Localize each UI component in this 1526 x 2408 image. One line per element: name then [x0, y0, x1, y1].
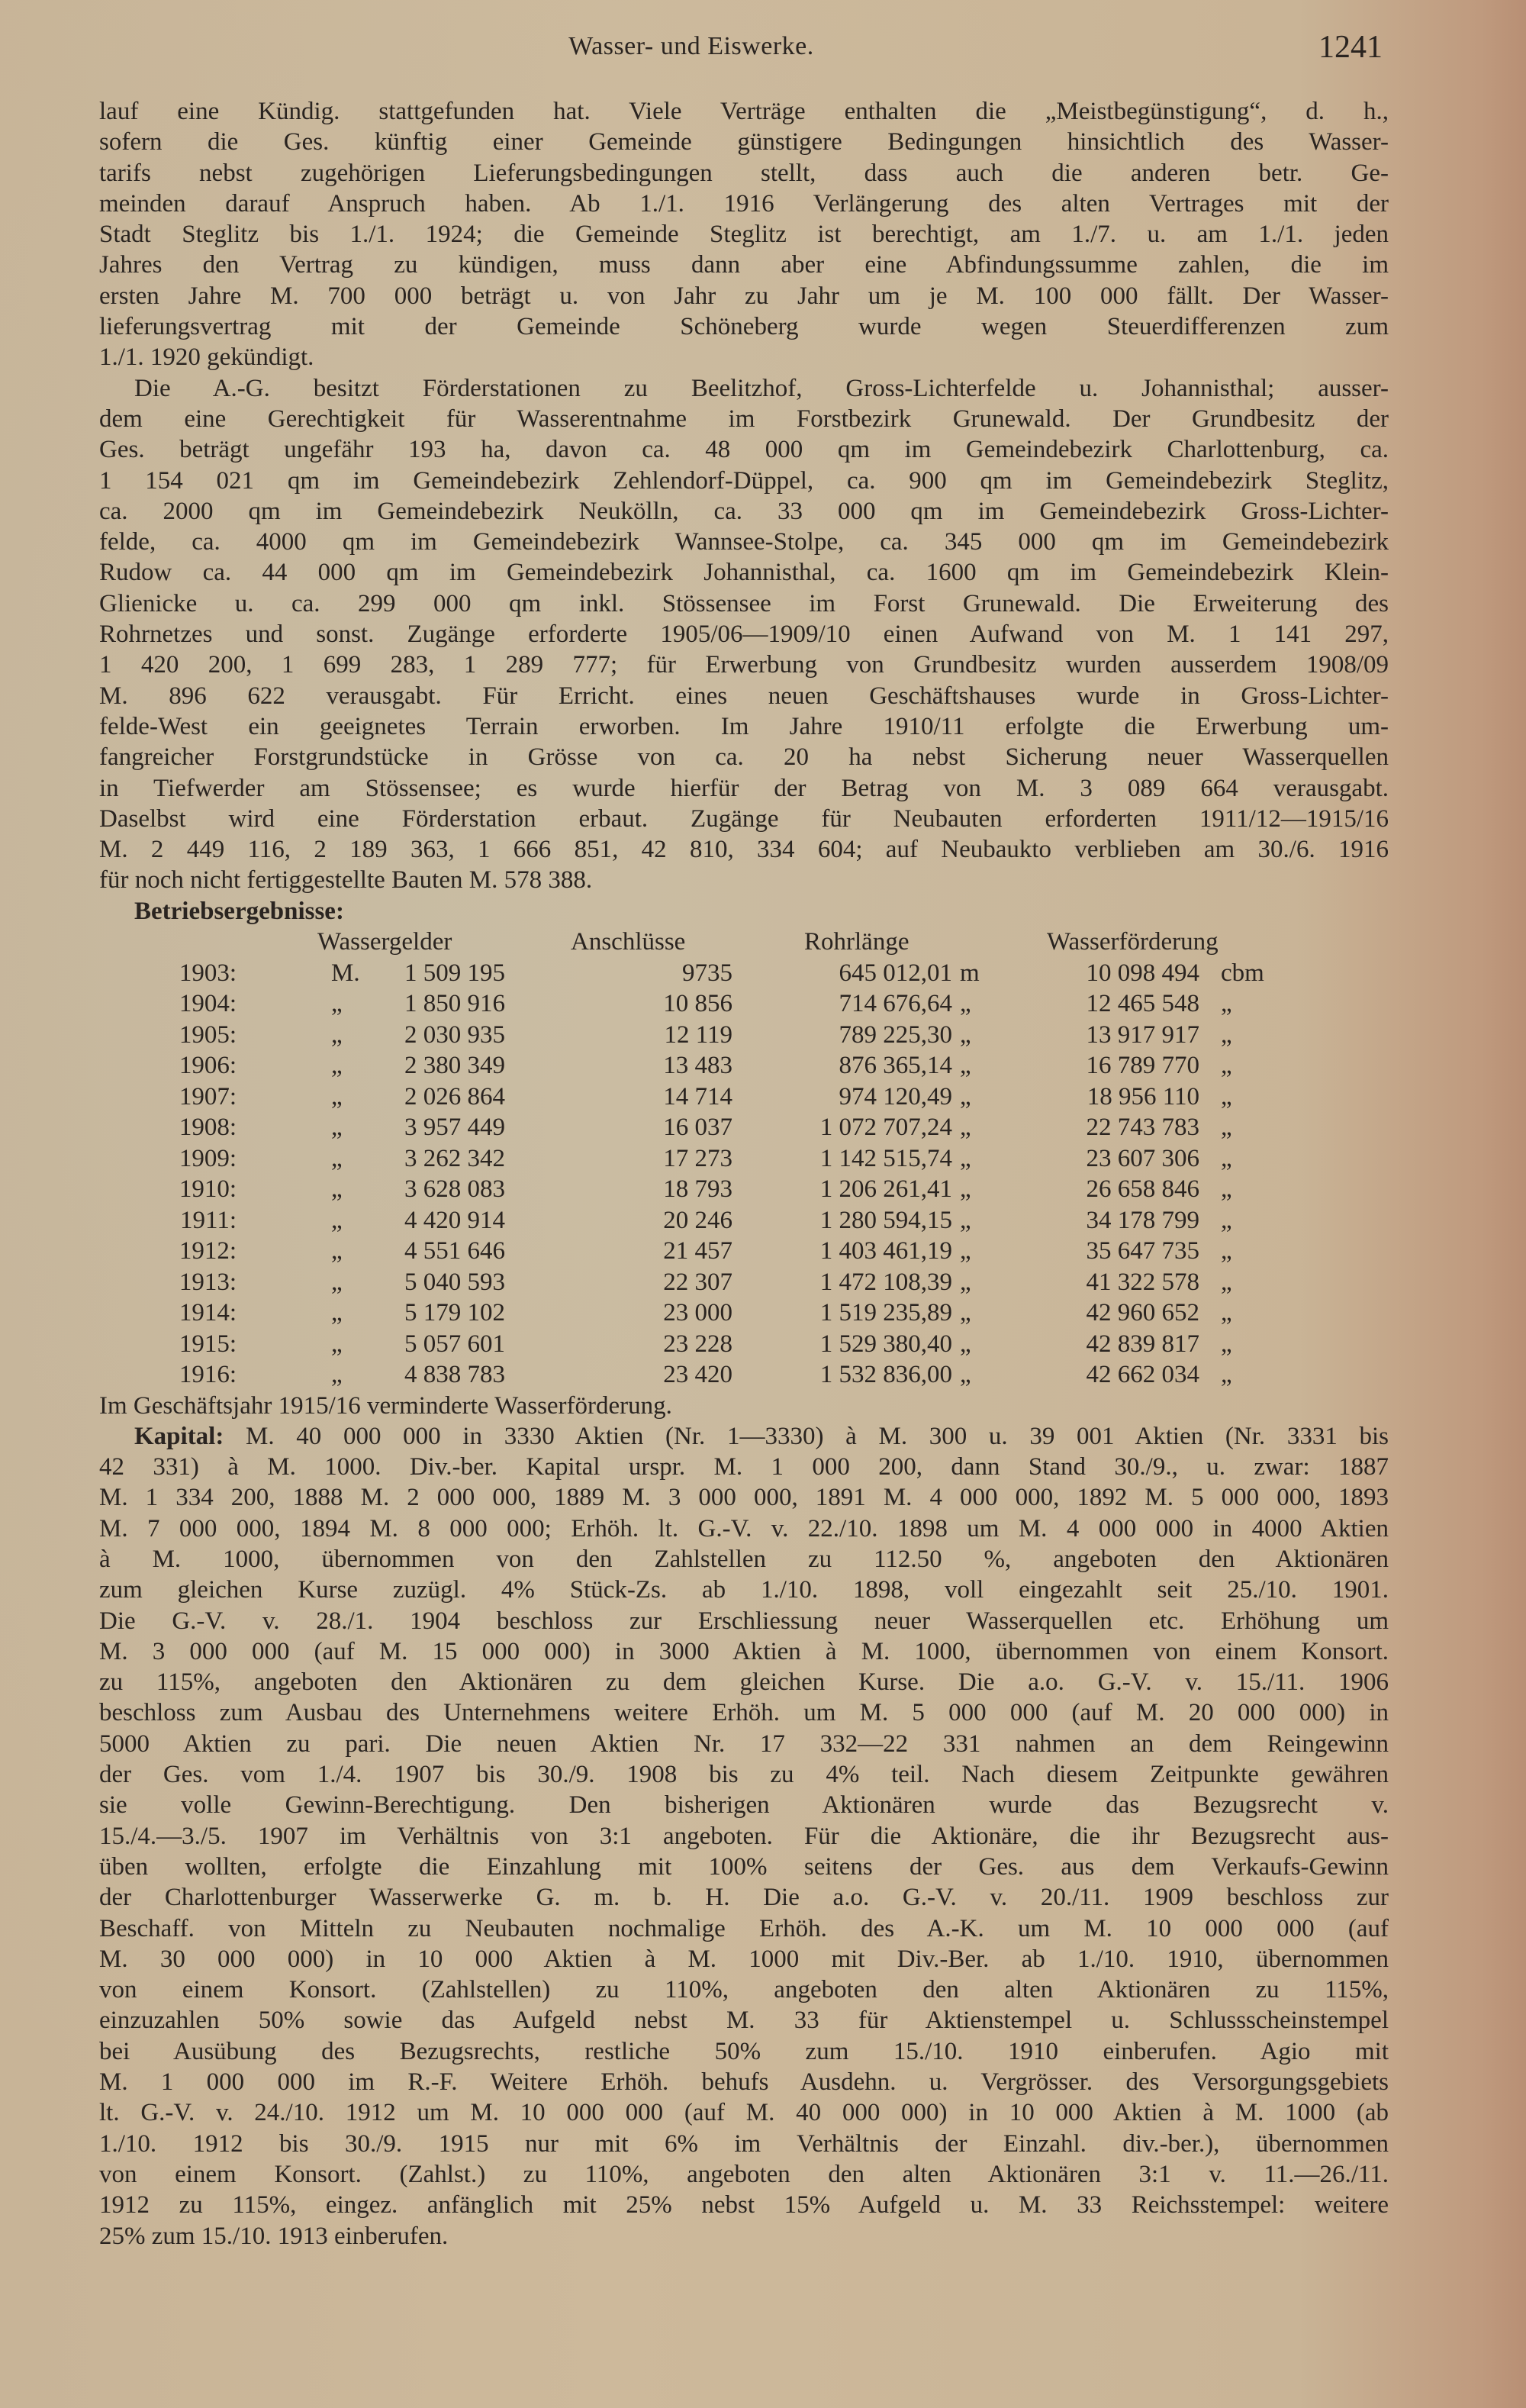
wasserfoerderung-cell: 42 662 034 — [1086, 1361, 1199, 1389]
text-line: der Charlottenburger Wasserwerke G. m. b. H. Die a.o. G.-V. v. 20./11. 1909 beschloss zur — [99, 1884, 1389, 1912]
currency-cell: „ — [331, 1020, 343, 1049]
paragraph-kapital — [99, 1452, 1389, 2252]
wassergelder-cell: 4 838 783 — [404, 1361, 505, 1389]
page-number: 1241 — [1318, 30, 1383, 65]
wasserfoerderung-cell: 26 658 846 — [1086, 1175, 1199, 1204]
text-line: Stadt Steglitz bis 1./1. 1924; die Gemeinde Steglitz ist berechtigt, am 1./7. u. am 1./1. jeden — [99, 221, 1389, 249]
unit-cell: „ — [1221, 1237, 1232, 1265]
currency-cell: „ — [331, 1330, 343, 1358]
anschluesse-cell: 9735 — [682, 959, 732, 987]
text-column — [99, 96, 1389, 2252]
year-cell: 1915: — [179, 1330, 237, 1358]
results-heading: Betriebsergebnisse: — [134, 897, 344, 925]
rohrlaenge-cell: 876 365,14 — [839, 1052, 952, 1080]
text-line: lt. G.-V. v. 24./10. 1912 um M. 10 000 000 (auf M. 40 000 000) in 10 000 Aktien à M. 1000 (ab — [99, 2099, 1389, 2127]
text-line: zu 115%, angeboten den Aktionären zu dem gleichen Kurse. Die a.o. G.-V. v. 15./11. 1906 — [99, 1668, 1389, 1697]
text-line: Jahres den Vertrag zu kündigen, muss dann aber eine Abfindungssumme zahlen, die im — [99, 251, 1389, 279]
anschluesse-cell: 13 483 — [663, 1052, 732, 1080]
text-line: felde, ca. 4000 qm im Gemeindebezirk Wannsee-Stolpe, ca. 345 000 qm im Gemeindebezirk — [99, 528, 1389, 556]
text-line: M. 2 449 116, 2 189 363, 1 666 851, 42 810, 334 604; auf Neubaukto verblieben am 30./6. 1916 — [99, 836, 1389, 864]
results-table-body — [99, 958, 1389, 1391]
year-cell: 1913: — [179, 1268, 237, 1296]
anschluesse-cell: 18 793 — [663, 1175, 732, 1204]
unit-cell: „ — [960, 1144, 971, 1172]
text-line: felde-West ein geeignetes Terrain erworben. Im Jahre 1910/11 erfolgte die Erwerbung um- — [99, 712, 1389, 740]
wasserfoerderung-cell: 12 465 548 — [1086, 990, 1199, 1018]
text-line: tarifs nebst zugehörigen Lieferungsbedingungen stellt, dass auch die anderen betr. Ge- — [99, 159, 1389, 187]
text-line: ersten Jahre M. 700 000 beträgt u. von Jahr zu Jahr um je M. 100 000 fällt. Der Wasser- — [99, 282, 1389, 310]
kapital-first-text: M. 40 000 000 in 3330 Aktien (Nr. 1—3330) à M. 300 u. 39 001 Aktien (Nr. 3331 bis — [246, 1422, 1389, 1450]
year-cell: 1912: — [179, 1237, 237, 1265]
running-header: Wasser- und Eiswerke. — [568, 32, 814, 60]
unit-cell: m — [960, 959, 980, 987]
col-header-anschluesse: Anschlüsse — [571, 928, 686, 956]
year-cell: 1914: — [179, 1299, 237, 1327]
wassergelder-cell: 4 551 646 — [404, 1237, 505, 1265]
text-line: dem eine Gerechtigkeit für Wasserentnahme im Forstbezirk Grunewald. Der Grundbesitz der — [99, 405, 1389, 433]
text-line: fangreicher Forstgrundstücke in Grösse von ca. 20 ha nebst Sicherung neuer Wasserquellen — [99, 743, 1389, 772]
table-row — [0, 1020, 1526, 1051]
unit-cell: „ — [1221, 1299, 1232, 1327]
wassergelder-cell: 5 179 102 — [404, 1299, 505, 1327]
currency-cell: „ — [331, 1206, 343, 1234]
wassergelder-cell: 2 026 864 — [404, 1082, 505, 1111]
rohrlaenge-cell: 1 519 235,89 — [819, 1299, 952, 1327]
text-line: zum gleichen Kurse zuzügl. 4% Stück-Zs. ab 1./10. 1898, voll eingezahlt seit 25./10. 1901. — [99, 1576, 1389, 1604]
rohrlaenge-cell: 974 120,49 — [839, 1082, 952, 1111]
text-line: M. 7 000 000, 1894 M. 8 000 000; Erhöh. lt. G.-V. v. 22./10. 1898 um M. 4 000 000 in 4000 Aktien — [99, 1514, 1389, 1542]
year-cell: 1911: — [180, 1206, 237, 1234]
rohrlaenge-cell: 714 676,64 — [839, 990, 952, 1018]
col-header-wassergelder: Wassergelder — [317, 928, 452, 956]
wassergelder-cell: 3 262 342 — [404, 1144, 505, 1172]
rohrlaenge-cell: 1 072 707,24 — [819, 1114, 952, 1142]
unit-cell: „ — [960, 1020, 971, 1049]
text-line: Die A.-G. besitzt Förderstationen zu Beelitzhof, Gross-Lichterfelde u. Johannisthal; ausser- — [134, 374, 1389, 402]
anschluesse-cell: 10 856 — [663, 990, 732, 1018]
paragraph-property — [99, 373, 1389, 896]
col-header-wasserfoerderung: Wasserförderung — [1047, 928, 1219, 956]
col-header-rohrlaenge: Rohrlänge — [804, 928, 909, 956]
rohrlaenge-cell: 1 142 515,74 — [819, 1144, 952, 1172]
rohrlaenge-cell: 1 529 380,40 — [819, 1330, 952, 1358]
wassergelder-cell: 2 380 349 — [404, 1052, 505, 1080]
wassergelder-cell: 5 040 593 — [404, 1268, 505, 1296]
unit-cell: „ — [1221, 1330, 1232, 1358]
table-row — [0, 988, 1526, 1020]
anschluesse-cell: 23 228 — [663, 1330, 732, 1358]
text-line: lauf eine Kündig. stattgefunden hat. Viele Verträge enthalten die „Meistbegünstigung“, d. h., — [99, 98, 1389, 125]
currency-cell: „ — [331, 1082, 343, 1111]
text-line: 1./1. 1920 gekündigt. — [99, 343, 314, 372]
table-row — [0, 1143, 1526, 1175]
anschluesse-cell: 14 714 — [663, 1082, 732, 1111]
unit-cell: „ — [960, 1361, 971, 1389]
text-line: einzuzahlen 50% sowie das Aufgeld nebst M. 33 für Aktienstempel u. Schlussscheinstempel — [99, 2007, 1389, 2035]
wassergelder-cell: 3 628 083 — [404, 1175, 505, 1204]
results-note: Im Geschäftsjahr 1915/16 verminderte Wasserförderung. — [99, 1391, 672, 1420]
rohrlaenge-cell: 789 225,30 — [839, 1020, 952, 1049]
rohrlaenge-cell: 1 206 261,41 — [819, 1175, 952, 1204]
currency-cell: M. — [331, 959, 360, 987]
currency-cell: „ — [331, 990, 343, 1018]
text-line: M. 1 000 000 im R.-F. Weitere Erhöh. behufs Ausdehn. u. Vergrösser. des Versorgungsgebiets — [99, 2068, 1389, 2097]
table-row — [0, 1329, 1526, 1360]
year-cell: 1903: — [179, 959, 237, 987]
year-cell: 1907: — [179, 1082, 237, 1111]
rohrlaenge-cell: 1 280 594,15 — [819, 1206, 952, 1234]
kapital-label: Kapital: — [134, 1422, 224, 1450]
wassergelder-cell: 2 030 935 — [404, 1020, 505, 1049]
text-line: M. 30 000 000) in 10 000 Aktien à M. 1000 mit Div.-Ber. ab 1./10. 1910, übernommen — [99, 1945, 1389, 1973]
unit-cell: „ — [1221, 1114, 1232, 1142]
table-row — [0, 1205, 1526, 1236]
wasserfoerderung-cell: 18 956 110 — [1087, 1082, 1199, 1111]
unit-cell: „ — [1221, 1175, 1232, 1204]
year-cell: 1910: — [179, 1175, 237, 1204]
rohrlaenge-cell: 1 403 461,19 — [819, 1237, 952, 1265]
anschluesse-cell: 21 457 — [663, 1237, 732, 1265]
unit-cell: „ — [960, 1114, 971, 1142]
text-line: 42 331) à M. 1000. Div.-ber. Kapital urspr. M. 1 000 200, dann Stand 30./9., u. zwar: 1887 — [99, 1453, 1389, 1481]
text-line: 1./10. 1912 bis 30./9. 1915 nur mit 6% im Verhältnis der Einzahl. div.-ber.), übernommen — [99, 2129, 1389, 2158]
text-line: ca. 2000 qm im Gemeindebezirk Neukölln, ca. 33 000 qm im Gemeindebezirk Gross-Lichter- — [99, 497, 1389, 525]
unit-cell: „ — [960, 1299, 971, 1327]
wassergelder-cell: 5 057 601 — [404, 1330, 505, 1358]
wasserfoerderung-cell: 23 607 306 — [1086, 1144, 1199, 1172]
paragraph-contracts — [99, 96, 1389, 373]
text-line: 1 420 200, 1 699 283, 1 289 777; für Erwerbung von Grundbesitz wurden ausserdem 1908/09 — [99, 651, 1389, 679]
unit-cell: „ — [1221, 1052, 1232, 1080]
unit-cell: „ — [1221, 1020, 1232, 1049]
anschluesse-cell: 23 000 — [663, 1299, 732, 1327]
table-row — [0, 1050, 1526, 1082]
unit-cell: „ — [960, 1082, 971, 1111]
text-line: der Ges. vom 1./4. 1907 bis 30./9. 1908 bis zu 4% teil. Nach diesem Zeitpunkte gewähren — [99, 1761, 1389, 1789]
currency-cell: „ — [331, 1237, 343, 1265]
anschluesse-cell: 16 037 — [663, 1114, 732, 1142]
rohrlaenge-cell: 1 472 108,39 — [819, 1268, 952, 1296]
text-line: Die G.-V. v. 28./1. 1904 beschloss zur Erschliessung neuer Wasserquellen etc. Erhöhung um — [99, 1607, 1389, 1635]
wasserfoerderung-cell: 34 178 799 — [1086, 1206, 1199, 1234]
currency-cell: „ — [331, 1114, 343, 1142]
wasserfoerderung-cell: 13 917 917 — [1086, 1020, 1199, 1049]
text-line: 5000 Aktien zu pari. Die neuen Aktien Nr. 17 332—22 331 nahmen an dem Reingewinn — [99, 1729, 1389, 1758]
year-cell: 1908: — [179, 1114, 237, 1142]
text-line: Ges. beträgt ungefähr 193 ha, davon ca. 48 000 qm im Gemeindebezirk Charlottenburg, ca. — [99, 436, 1389, 464]
unit-cell: „ — [960, 1206, 971, 1234]
text-line: von einem Konsort. (Zahlst.) zu 110%, angeboten den alten Aktionären 3:1 v. 11.—26./11. — [99, 2160, 1389, 2188]
text-line: sofern die Ges. künftig einer Gemeinde günstigere Bedingungen hinsichtlich des Wasser- — [99, 128, 1389, 156]
text-line: sie volle Gewinn-Berechtigung. Den bisherigen Aktionären wurde das Bezugsrecht v. — [99, 1791, 1389, 1820]
wassergelder-cell: 1 850 916 — [404, 990, 505, 1018]
anschluesse-cell: 23 420 — [663, 1361, 732, 1389]
text-line: bei Ausübung des Bezugsrechts, restliche 50% zum 15./10. 1910 einberufen. Agio mit — [99, 2037, 1389, 2065]
wassergelder-cell: 4 420 914 — [404, 1206, 505, 1234]
unit-cell: „ — [1221, 1206, 1232, 1234]
unit-cell: „ — [960, 1175, 971, 1204]
text-line: Rudow ca. 44 000 qm im Gemeindebezirk Johannisthal, ca. 1600 qm im Gemeindebezirk Klein- — [99, 559, 1389, 587]
text-line: beschloss zum Ausbau des Unternehmens weitere Erhöh. um M. 5 000 000 (auf M. 20 000 000) in — [99, 1699, 1389, 1727]
text-line: 1912 zu 115%, eingez. anfänglich mit 25% nebst 15% Aufgeld u. M. 33 Reichsstempel: weitere — [99, 2191, 1389, 2219]
wassergelder-cell: 1 509 195 — [404, 959, 505, 987]
text-line: Daselbst wird eine Förderstation erbaut. Zugänge für Neubauten erforderten 1911/12—1915/16 — [99, 804, 1389, 833]
wasserfoerderung-cell: 42 839 817 — [1086, 1330, 1199, 1358]
currency-cell: „ — [331, 1144, 343, 1172]
year-cell: 1916: — [179, 1361, 237, 1389]
table-row — [0, 1174, 1526, 1205]
wasserfoerderung-cell: 10 098 494 — [1086, 959, 1199, 987]
unit-cell: cbm — [1221, 959, 1264, 987]
table-row — [0, 1236, 1526, 1267]
wasserfoerderung-cell: 35 647 735 — [1086, 1237, 1199, 1265]
anschluesse-cell: 17 273 — [663, 1144, 732, 1172]
text-line: lieferungsvertrag mit der Gemeinde Schöneberg wurde wegen Steuerdifferenzen zum — [99, 313, 1389, 341]
rohrlaenge-cell: 1 532 836,00 — [819, 1361, 952, 1389]
wasserfoerderung-cell: 22 743 783 — [1086, 1114, 1199, 1142]
text-line: Beschaff. von Mitteln zu Neubauten nochmalige Erhöh. des A.-K. um M. 10 000 000 (auf — [99, 1914, 1389, 1942]
wasserfoerderung-cell: 42 960 652 — [1086, 1299, 1199, 1327]
text-line: üben wollten, erfolgte die Einzahlung mit 100% seitens der Ges. aus dem Verkaufs-Gewinn — [99, 1852, 1389, 1881]
table-row — [0, 1297, 1526, 1329]
anschluesse-cell: 12 119 — [664, 1020, 732, 1049]
unit-cell: „ — [1221, 990, 1232, 1018]
unit-cell: „ — [1221, 1082, 1232, 1111]
currency-cell: „ — [331, 1299, 343, 1327]
text-line: Rohrnetzes und sonst. Zugänge erforderte 1905/06—1909/10 einen Aufwand von M. 1 141 297, — [99, 621, 1389, 649]
currency-cell: „ — [331, 1175, 343, 1204]
table-row — [0, 1082, 1526, 1113]
text-line: von einem Konsort. (Zahlstellen) zu 110%, angeboten den alten Aktionären zu 115%, — [99, 1976, 1389, 2004]
year-cell: 1905: — [179, 1020, 237, 1049]
currency-cell: „ — [331, 1052, 343, 1080]
text-line: 25% zum 15./10. 1913 einberufen. — [99, 2222, 449, 2250]
anschluesse-cell: 20 246 — [663, 1206, 732, 1234]
wasserfoerderung-cell: 41 322 578 — [1086, 1268, 1199, 1296]
currency-cell: „ — [331, 1361, 343, 1389]
currency-cell: „ — [331, 1268, 343, 1296]
year-cell: 1906: — [179, 1052, 237, 1080]
rohrlaenge-cell: 645 012,01 — [839, 959, 952, 987]
wasserfoerderung-cell: 16 789 770 — [1086, 1052, 1199, 1080]
year-cell: 1909: — [179, 1144, 237, 1172]
text-line: Glienicke u. ca. 299 000 qm inkl. Stössensee im Forst Grunewald. Die Erweiterung des — [99, 589, 1389, 617]
table-row — [0, 1359, 1526, 1391]
text-line: M. 896 622 verausgabt. Für Erricht. eines neuen Geschäftshauses wurde in Gross-Lichter- — [99, 682, 1389, 710]
unit-cell: „ — [1221, 1268, 1232, 1296]
unit-cell: „ — [960, 990, 971, 1018]
text-line: M. 1 334 200, 1888 M. 2 000 000, 1889 M. 3 000 000, 1891 M. 4 000 000, 1892 M. 5 000 000, 1893 — [99, 1484, 1389, 1512]
unit-cell: „ — [960, 1052, 971, 1080]
table-row — [0, 1112, 1526, 1143]
anschluesse-cell: 22 307 — [663, 1268, 732, 1296]
text-line: in Tiefwerder am Stössensee; es wurde hierfür der Betrag von M. 3 089 664 verausgabt. — [99, 774, 1389, 802]
unit-cell: „ — [960, 1330, 971, 1358]
text-line: M. 3 000 000 (auf M. 15 000 000) in 3000 Aktien à M. 1000, übernommen von einem Konsort. — [99, 1637, 1389, 1665]
results-table-header — [0, 927, 1526, 958]
kapital-first-line — [99, 1421, 1389, 1452]
text-line: 15./4.—3./5. 1907 im Verhältnis von 3:1 angeboten. Für die Aktionäre, die ihr Bezugsrecht aus- — [99, 1822, 1389, 1850]
text-line: meinden darauf Anspruch haben. Ab 1./1. 1916 Verlängerung des alten Vertrages mit der — [99, 189, 1389, 218]
unit-cell: „ — [1221, 1361, 1232, 1389]
text-line: 1 154 021 qm im Gemeindebezirk Zehlendorf-Düppel, ca. 900 qm im Gemeindebezirk Steglitz, — [99, 466, 1389, 495]
table-row — [0, 1267, 1526, 1298]
unit-cell: „ — [960, 1268, 971, 1296]
text-line: à M. 1000, übernommen von den Zahlstellen zu 112.50 %, angeboten den Aktionären — [99, 1546, 1389, 1573]
unit-cell: „ — [1221, 1144, 1232, 1172]
year-cell: 1904: — [179, 990, 237, 1018]
unit-cell: „ — [960, 1237, 971, 1265]
table-row — [0, 958, 1526, 989]
text-line: für noch nicht fertiggestellte Bauten M. 578 388. — [99, 866, 593, 895]
wassergelder-cell: 3 957 449 — [404, 1114, 505, 1142]
